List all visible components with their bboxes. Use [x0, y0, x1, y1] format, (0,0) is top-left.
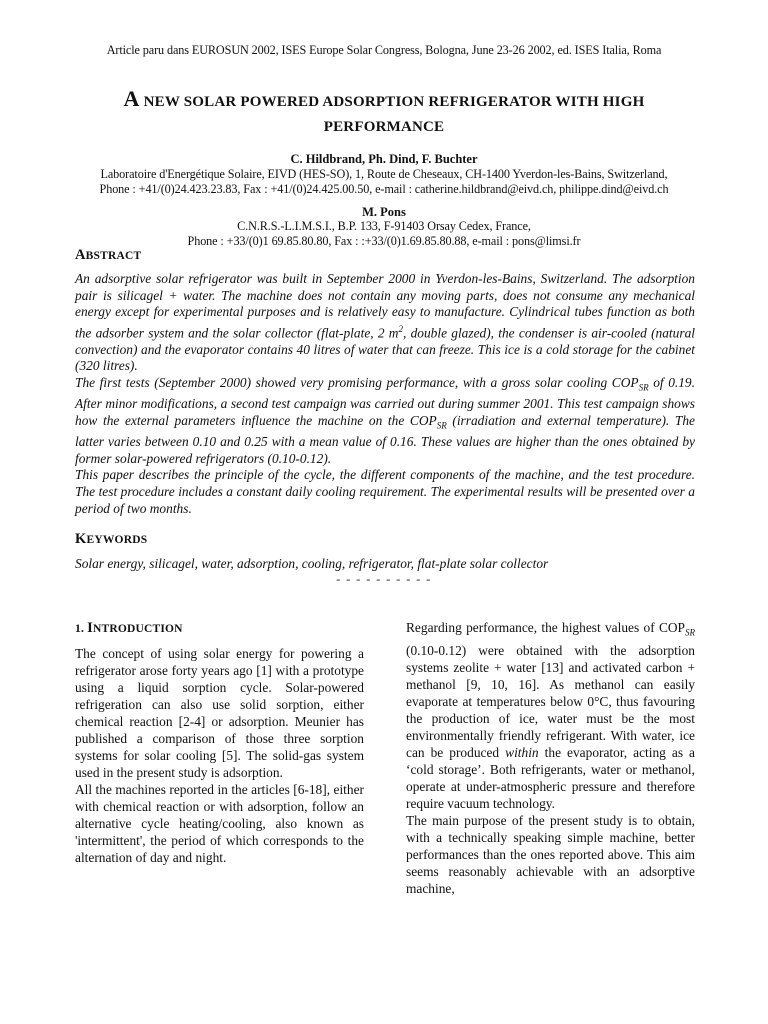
- keywords-heading-initial: K: [75, 531, 87, 547]
- abstract-heading-initial: A: [75, 247, 86, 263]
- affiliation-2-line2: Phone : +33/(0)1 69.85.80.80, Fax : :+33/(0)1.69.85.80.88, e-mail : pons@limsi.fr: [187, 234, 581, 248]
- abstract-heading: [75, 247, 141, 264]
- introduction-heading: [75, 620, 183, 637]
- title-initial: A: [123, 86, 140, 111]
- paper-title: [60, 86, 708, 140]
- intro-paragraph-3: Regarding performance, the highest values of $COP_{SR}$ (0.10-0.12) were obtained with the adsorption systems zeolite + water [13] and activated carbon + methanol [9, 10, 16]. As methanol can easily evaporate at temperatures below 0°C, thus favouring the production of ice, water must be the most environmentally friendly refrigerant. With water, ice can be produced within the evaporator, acting as a ‘cold storage’. Both refrigerants, water or methanol, operate at under-atmospheric pressure and therefore require vacuum technology.: [406, 620, 695, 811]
- authors: C. Hildbrand, Ph. Dind, F. Buchter: [290, 152, 478, 166]
- author-2: M. Pons: [362, 205, 406, 219]
- title-line2: PERFORMANCE: [323, 119, 445, 135]
- keywords-list: Solar energy, silicagel, water, adsorption, cooling, refrigerator, flat-plate solar collector: [75, 556, 549, 571]
- publication-note: Article paru dans EUROSUN 2002, ISES Europe Solar Congress, Bologna, June 23-26 2002, ed. ISES Italia, Roma: [106, 43, 662, 57]
- introduction-heading-initial: I: [87, 620, 93, 636]
- affiliation-1-line2: Phone : +41/(0)24.423.23.83, Fax : +41/(0)24.425.00.50, e-mail : catherine.hildbrand@eivd.ch, philippe.dind@eivd.ch: [99, 182, 669, 196]
- abstract-paragraph-2: The first tests (September 2000) showed very promising performance, with a gross solar cooling $COP_{SR}$ of 0.19. After minor modifications, a second test campaign was carried out during summer 2001. This test campaign shows how the external parameters influence the machine on the $COP_{SR}$ (irradiation and external temperature). The latter varies between 0.10 and 0.25 with a mean value of 0.16. These values are higher than the ones obtained by former solar-powered refrigerators (0.10-0.12).: [75, 375, 696, 466]
- keywords-heading-rest: EYWORDS: [86, 534, 148, 546]
- intro-paragraph-2: All the machines reported in the articles [6-18], either with chemical reaction or with adsorption, follow an alternative cycle heating/cooling, also known as 'intermittent', the period of which corresponds to the alternation of day and night.: [75, 782, 364, 865]
- affiliation-1-line1: Laboratoire d'Energétique Solaire, EIVD (HES-SO), 1, Route de Cheseaux, CH-1400 Yverdon-les-Bains, Switzerland,: [100, 167, 668, 181]
- affiliation-1: [40, 167, 728, 197]
- affiliation-2: [40, 219, 728, 249]
- left-column: [75, 645, 364, 866]
- section-separator: - - - - - - - - - -: [336, 572, 432, 586]
- introduction-heading-rest: NTRODUCTION: [92, 623, 183, 635]
- keywords-heading: [75, 531, 147, 548]
- abstract-body: [75, 271, 695, 517]
- right-column: [406, 619, 695, 897]
- abstract-paragraph-1: An adsorptive solar refrigerator was built in September 2000 in Yverdon-les-Bains, Switzerland. The adsorption pair is silicagel + water. The machine does not contain any moving parts, does not consume any mechanical energy except for experimental purposes and is relatively easy to manufacture. Cylindrical tubes function as both the adsorber system and the solar collector (flat-plate, 2 $m^2$, double glazed), the condenser is air-cooled (natural convection) and the evaporator contains 40 litres of water that can freeze. This ice is a cold storage for the cabinet (320 litres).: [75, 271, 695, 374]
- title-line1: NEW SOLAR POWERED ADSORPTION REFRIGERATOR WITH HIGH: [139, 94, 645, 110]
- abstract-paragraph-3: This paper describes the principle of the cycle, the different components of the machine, and the test procedure. The test procedure includes a constant daily cooling requirement. The experimental results will be presented over a period of two months.: [75, 467, 695, 516]
- abstract-heading-rest: BSTRACT: [85, 250, 142, 262]
- affiliation-2-line1: C.N.R.S.-L.I.M.S.I., B.P. 133, F-91403 Orsay Cedex, France,: [237, 219, 531, 233]
- intro-paragraph-1: The concept of using solar energy for powering a refrigerator arose forty years ago [1] with a prototype using a liquid sorption cycle. Solar-powered refrigeration can also use solid sorption, either chemical reaction [2-4] or adsorption. Meunier has published a comparison of those three sorption systems for solar cooling [5]. The solid-gas system used in the present study is adsorption.: [75, 646, 364, 780]
- introduction-number: 1.: [75, 623, 88, 635]
- intro-paragraph-4: The main purpose of the present study is to obtain, with a technically speaking simple machine, better performances than the ones reported above. This aim seems reasonably achievable with an adsorptive machine,: [406, 812, 695, 896]
